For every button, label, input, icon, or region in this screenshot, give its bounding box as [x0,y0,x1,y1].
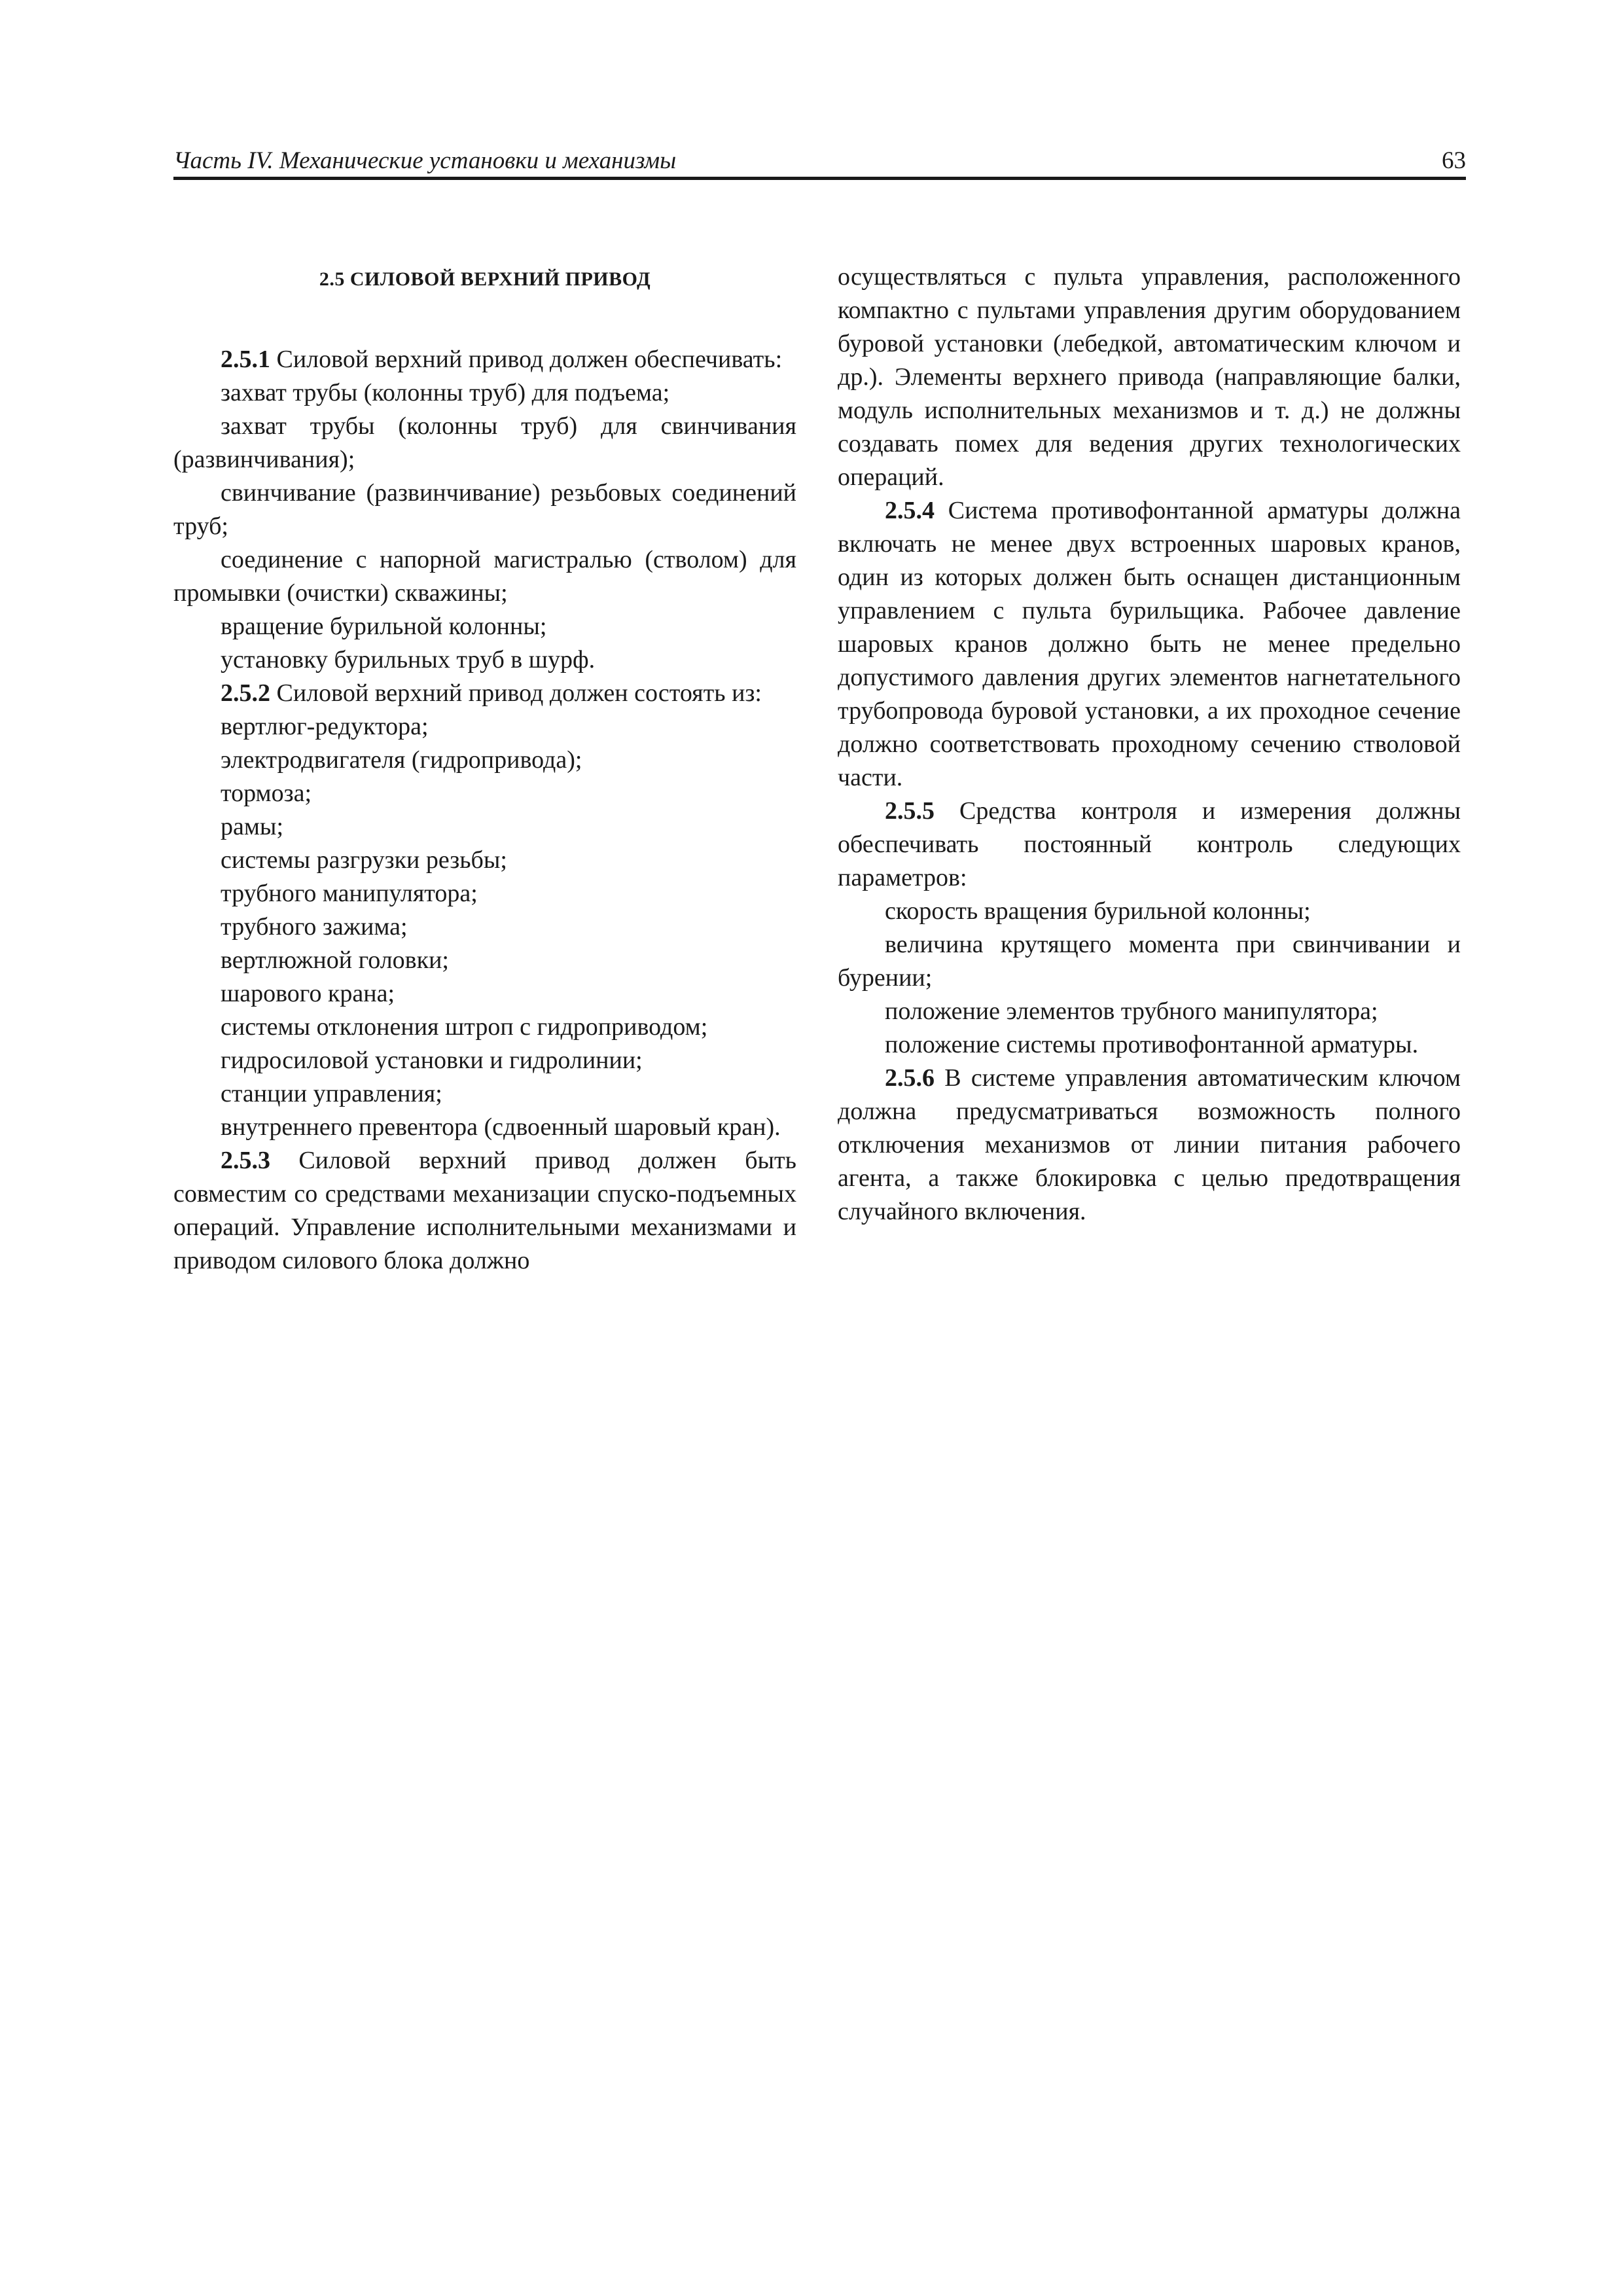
list-item: вертлюг-редуктора; [221,713,429,740]
list-item: установку бурильных труб в шурф. [221,646,596,673]
paragraph-2-5-6 [838,1062,1461,1229]
list-item: рамы; [221,813,284,840]
running-title: Часть IV. Механические установки и механизмы [173,147,677,174]
list-item: захват трубы (колонны труб) для свинчивания (развинчивания); [173,412,796,473]
clause-number: 2.5.3 [221,1147,270,1174]
list-item: внутреннего превентора (сдвоенный шаровый кран). [221,1113,781,1141]
header-rule [173,177,1466,180]
list-item: вертлюжной головки; [221,946,449,974]
list-item: вращение бурильной колонны; [221,613,547,640]
clause-number: 2.5.5 [885,797,935,825]
clause-text: Система противофонтанной арматуры должна включать не менее двух встроенных шаровых кранов, один из которых должен быть оснащен дистанционным управлением с пульта бурильщика. Рабочее давление шаровых кранов должно быть не менее предельно допустимого давления других элементов нагнетательного трубопровода буровой установки, а их проходное сечение должно соответствовать проходному сечению стволовой части. [838,497,1461,791]
list-item: соединение с напорной магистралью (стволом) для промывки (очистки) скважины; [173,546,796,607]
list-item: станции управления; [221,1080,442,1107]
clause-text: Средства контроля и измерения должны обеспечивать постоянный контроль следующих параметров: [838,797,1461,891]
clause-number: 2.5.2 [221,679,270,707]
list-item: величина крутящего момента при свинчивании и бурении; [838,931,1461,992]
section-title: 2.5 СИЛОВОЙ ВЕРХНИЙ ПРИВОД [319,268,651,290]
clause-text: В системе управления автоматическим ключом должна предусматриваться возможность полного отключения механизмов от линии питания рабочего агента, а также блокировка с целью предотвращения случайного включения. [838,1064,1461,1225]
list-item: системы отклонения штроп с гидроприводом; [221,1013,708,1041]
page-number: 63 [1442,147,1466,174]
paragraph-2-5-5 [838,795,1461,895]
list-item: тормоза; [221,780,312,807]
right-column [838,260,1461,1229]
list-item: электродвигателя (гидропривода); [221,746,582,774]
list-item: системы разгрузки резьбы; [221,846,507,874]
list-item: трубного манипулятора; [221,880,478,907]
clause-text: Силовой верхний привод должен состоять из: [270,679,762,707]
clause-text: Силовой верхний привод должен обеспечивать: [270,346,783,373]
left-column [173,260,796,1278]
list-item: гидросиловой установки и гидролинии; [221,1047,643,1074]
list-item: скорость вращения бурильной колонны; [885,897,1311,925]
paragraph-2-5-4 [838,494,1461,795]
list-item: свинчивание (развинчивание) резьбовых соединений труб; [173,479,796,540]
list-item: трубного зажима; [221,913,408,941]
list-item: захват трубы (колонны труб) для подъема; [221,379,670,406]
paragraph-2-5-2 [173,677,796,710]
clause-text: Силовой верхний привод должен быть совместим со средствами механизации спуско-подъемных операций. Управление исполнительными механизмами и приводом силового блока должно [173,1147,796,1274]
clause-number: 2.5.6 [885,1064,935,1092]
clause-number: 2.5.1 [221,346,270,373]
list-item: положение системы противофонтанной арматуры. [885,1031,1419,1058]
paragraph-2-5-3 [173,1144,796,1278]
paragraph-2-5-3-continued: осуществляться с пульта управления, расположенного компактно с пультами управления другим оборудованием буровой установки (лебедкой, автоматическим ключом и др.). Элементы верхнего привода (направляющие балки, модуль исполнительных механизмов и т. д.) не должны создавать помех для ведения других технологических операций. [838,263,1461,491]
clause-number: 2.5.4 [885,497,935,524]
paragraph-2-5-1 [173,343,796,376]
running-header [173,140,1466,179]
list-item: положение элементов трубного манипулятора; [885,997,1378,1025]
list-item: шарового крана; [221,980,395,1007]
